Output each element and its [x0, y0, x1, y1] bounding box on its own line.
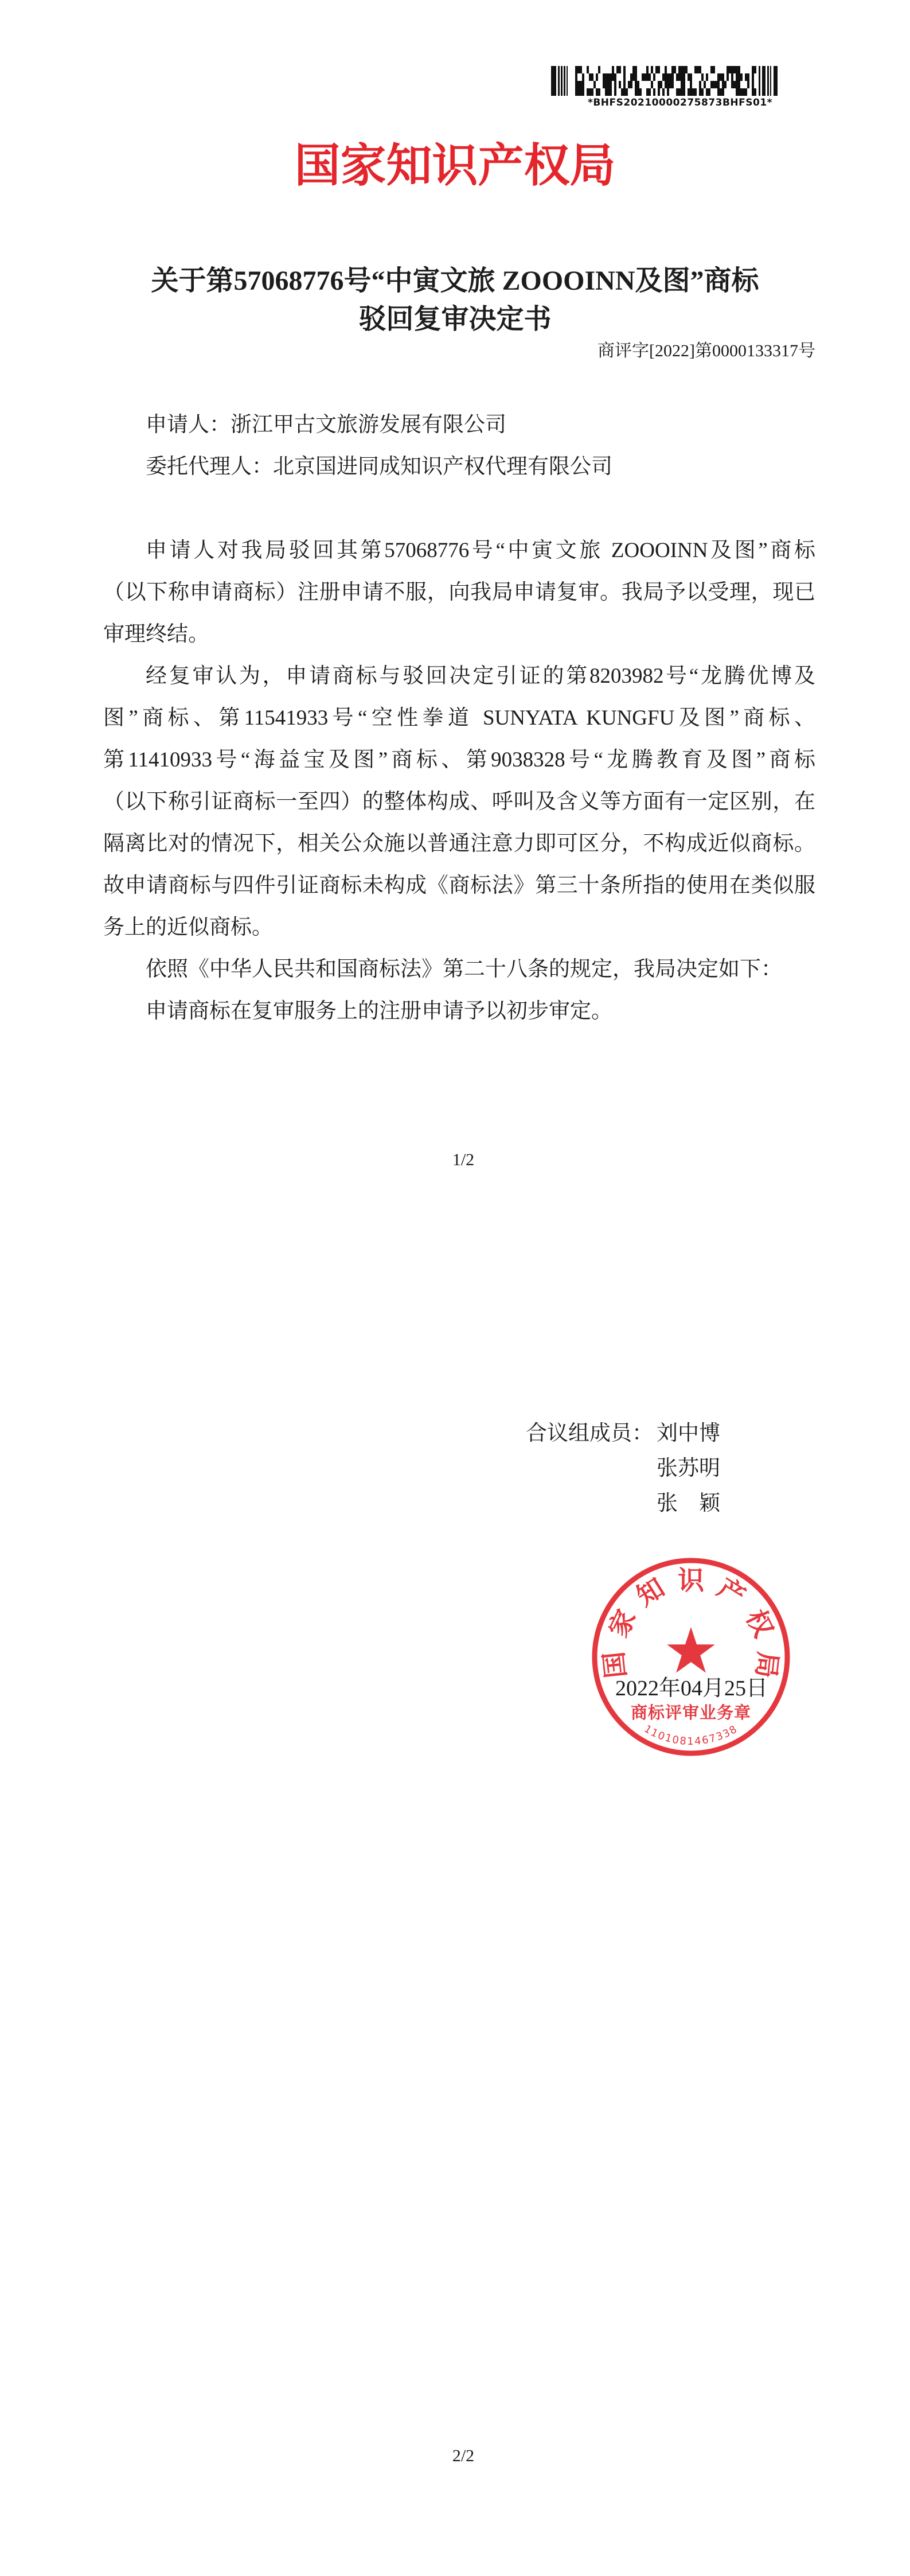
barcode-module — [665, 81, 667, 88]
barcode-module — [710, 81, 713, 88]
barcode-module — [607, 81, 610, 88]
barcode-module — [658, 66, 660, 73]
barcode-module — [612, 73, 614, 81]
barcode-module — [623, 88, 626, 96]
barcode-module — [607, 73, 610, 81]
paragraph-line: 第11410933号“海益宝及图”商标、第9038328号“龙腾教育及图”商标 — [103, 748, 815, 772]
paragraph-request — [103, 530, 815, 655]
barcode-module — [694, 88, 697, 96]
barcode-module — [729, 66, 731, 73]
barcode-module — [678, 73, 681, 81]
barcode-module — [593, 81, 596, 88]
seal-arc-char: 国 — [599, 1650, 631, 1680]
paragraph-line: 图”商标、第11541933号“空性拳道 SUNYATA KUNGFU及图”商标、 — [103, 706, 815, 730]
barcode-module — [669, 73, 671, 81]
seal-code — [642, 1723, 740, 1748]
barcode-module — [564, 66, 565, 96]
barcode-module — [644, 73, 646, 81]
barcode-module — [635, 81, 637, 88]
barcode-module — [685, 66, 688, 73]
barcode-module — [587, 66, 589, 73]
barcode-module — [667, 81, 669, 88]
barcode-module — [752, 66, 754, 73]
barcode-module — [591, 73, 593, 81]
barcode-module — [635, 88, 637, 96]
barcode-module — [671, 66, 674, 73]
paragraph-line: 故申请商标与四件引证商标未构成《商标法》第三十条所指的使用在类似服 — [103, 874, 815, 897]
barcode-module — [653, 88, 655, 96]
paragraph-review — [103, 655, 815, 948]
barcode-module — [653, 73, 655, 81]
barcode-module — [596, 73, 598, 81]
barcode-module — [678, 66, 681, 73]
barcode-module — [610, 81, 612, 88]
barcode-module — [623, 66, 626, 73]
barcode-module — [635, 73, 637, 81]
seal-arc-char: 权 — [740, 1605, 779, 1642]
barcode-module — [603, 73, 605, 81]
barcode-module — [639, 88, 642, 96]
barcode-module — [580, 81, 582, 88]
barcode-module — [710, 66, 713, 73]
barcode-module — [736, 88, 738, 96]
barcode-module — [745, 88, 747, 96]
barcode-module — [720, 88, 722, 96]
decision-date: 2022年04月25日 — [615, 1676, 768, 1701]
barcode-module — [731, 66, 733, 73]
barcode-module — [623, 73, 626, 81]
barcode-module — [745, 73, 747, 81]
barcode-module — [662, 73, 665, 81]
barcode-module — [619, 81, 621, 88]
barcode-module — [701, 73, 704, 81]
barcode-module — [697, 66, 699, 73]
barcode-module — [690, 73, 692, 81]
barcode-module — [724, 81, 727, 88]
barcode-module — [722, 88, 724, 96]
barcode-module — [575, 81, 577, 88]
barcode-module — [619, 66, 621, 73]
barcode-module — [667, 73, 669, 81]
barcode-module — [706, 73, 708, 81]
barcode-module — [614, 88, 616, 96]
barcode-module — [740, 73, 743, 81]
barcode-module — [738, 88, 740, 96]
seal-arc-char: 产 — [712, 1573, 751, 1612]
barcode-module — [623, 81, 626, 88]
barcode-module — [558, 66, 560, 96]
barcode-module — [589, 88, 591, 96]
official-seal — [588, 1554, 794, 1760]
barcode-module — [660, 81, 662, 88]
barcode-module — [683, 66, 685, 73]
barcode-module — [752, 88, 754, 96]
barcode-module — [646, 66, 649, 73]
barcode-module — [575, 88, 577, 96]
paragraph-line: （以下称申请商标）注册申请不服，向我局申请复审。我局予以受理，现已 — [103, 581, 815, 604]
barcode-module — [699, 88, 701, 96]
barcode-module — [699, 81, 701, 88]
reference-number: 商评字[2022]第0000133317号 — [597, 341, 815, 360]
paragraph-line: 经复审认为，申请商标与驳回决定引证的第8203982号“龙腾优博及 — [146, 664, 815, 688]
barcode-module — [637, 81, 639, 88]
paragraph-line: 申请商标在复审服务上的注册申请予以初步审定。 — [146, 999, 612, 1023]
barcode-module — [632, 73, 635, 81]
barcode-module — [605, 81, 607, 88]
applicant-label: 申请人： — [146, 413, 231, 437]
barcode-module — [649, 73, 651, 81]
barcode-module — [651, 66, 653, 73]
barcode-module — [667, 88, 669, 96]
barcode-module — [658, 81, 660, 88]
barcode-module — [738, 73, 740, 81]
paragraph-line: 申请人对我局驳回其第57068776号“中寅文旅 ZOOOINN及图”商标 — [146, 539, 815, 562]
barcode-module — [727, 73, 729, 81]
barcode-module — [632, 66, 635, 73]
paragraph-decision — [103, 990, 815, 1032]
barcode-module — [612, 66, 614, 73]
barcode-module — [614, 73, 616, 81]
paragraph-line: 隔离比对的情况下，相关公众施以普通注意力即可区分，不构成近似商标。 — [103, 832, 815, 855]
barcode-module — [665, 73, 667, 81]
agent-name: 北京国进同成知识产权代理有限公司 — [273, 455, 612, 478]
barcode-module — [575, 73, 577, 81]
barcode-module — [692, 88, 694, 96]
panel-label: 合议组成员： — [526, 1422, 653, 1445]
barcode-module — [577, 81, 580, 88]
panel-member: 张 颖 — [657, 1492, 720, 1515]
barcode-module — [683, 88, 685, 96]
barcode-module — [551, 66, 556, 96]
seal-arc-char: 识 — [678, 1566, 704, 1596]
barcode-module — [759, 66, 760, 96]
barcode-module — [671, 73, 674, 81]
barcode-module — [713, 81, 715, 88]
barcode-module — [646, 73, 649, 81]
seal-arc-char: 家 — [603, 1605, 642, 1642]
barcode-module — [582, 88, 584, 96]
barcode-module — [577, 66, 580, 73]
page-number-2: 2/2 — [452, 2446, 475, 2465]
barcode-module — [681, 73, 683, 81]
paragraph-legal-basis — [103, 948, 815, 990]
barcode-module — [607, 88, 610, 96]
barcode-module — [740, 88, 743, 96]
barcode-module — [736, 66, 738, 73]
barcode-module — [671, 81, 674, 88]
barcode-module — [575, 66, 577, 73]
barcode-module — [635, 66, 637, 73]
barcode-module — [731, 73, 733, 81]
barcode-module — [762, 66, 766, 96]
barcode-module — [655, 66, 658, 73]
barcode-module — [561, 66, 563, 96]
barcode-module — [743, 88, 745, 96]
barcode-module — [747, 81, 749, 88]
agent-label: 委托代理人： — [146, 455, 273, 478]
barcode-module — [674, 66, 676, 73]
barcode-module — [747, 73, 749, 81]
barcode-module — [658, 88, 660, 96]
barcode-module — [596, 88, 598, 96]
barcode-module — [582, 81, 584, 88]
barcode-module — [598, 66, 600, 73]
barcode-module — [598, 88, 600, 96]
seal-arc-char: 局 — [751, 1650, 783, 1680]
barcode-module — [591, 88, 593, 96]
decision-title-line-2: 驳回复审决定书 — [358, 304, 552, 334]
seal-arc-char: 知 — [631, 1573, 670, 1612]
barcode-module — [717, 88, 720, 96]
paragraph-line: （以下称引证商标一至四）的整体构成、呼叫及含义等方面有一定区别，在 — [103, 790, 815, 814]
barcode-module — [713, 66, 715, 73]
barcode-module — [646, 88, 649, 96]
barcode-module — [774, 66, 778, 96]
barcode-module — [589, 73, 591, 81]
barcode-module — [767, 66, 769, 96]
barcode-module — [715, 81, 717, 88]
barcode-module — [683, 73, 685, 81]
issuer-name: 国家知识产权局 — [294, 140, 616, 191]
barcode-module — [642, 73, 644, 81]
barcode-module — [665, 66, 667, 73]
barcode-module — [683, 81, 685, 88]
barcode-module — [567, 66, 568, 96]
barcode-text: *BHFS20210000275873BHFS01* — [587, 97, 773, 108]
barcode-module — [701, 88, 704, 96]
barcode-module — [754, 88, 756, 96]
page-number-1: 1/2 — [452, 1150, 475, 1169]
barcode-module — [731, 81, 733, 88]
barcode-module — [616, 66, 619, 73]
section-gap — [103, 488, 815, 530]
barcode-module — [706, 88, 708, 96]
barcode-module — [681, 88, 683, 96]
barcode-module — [738, 66, 740, 73]
barcode-module — [577, 88, 580, 96]
barcode-module — [669, 81, 671, 88]
barcode-module — [582, 73, 584, 81]
barcode-module — [580, 66, 582, 73]
barcode-module — [651, 81, 653, 88]
barcode-module — [699, 66, 701, 73]
barcode-module — [621, 88, 623, 96]
barcode-module — [708, 88, 710, 96]
applicant-name: 浙江甲古文旅游发展有限公司 — [231, 413, 506, 437]
barcode-module — [752, 73, 754, 81]
barcode — [551, 66, 778, 96]
agent-line — [103, 446, 815, 488]
barcode-module — [603, 81, 605, 88]
barcode-module — [720, 73, 722, 81]
barcode-module — [580, 88, 582, 96]
barcode-module — [630, 73, 632, 81]
decision-title-line-1: 关于第57068776号“中寅文旅 ZOOOINN及图”商标 — [151, 266, 759, 296]
barcode-module — [626, 88, 628, 96]
barcode-module — [690, 88, 692, 96]
paragraph-line: 审理终结。 — [103, 622, 209, 646]
barcode-module — [681, 81, 683, 88]
barcode-module — [630, 81, 632, 88]
barcode-module — [704, 81, 706, 88]
barcode-module — [614, 81, 616, 88]
barcode-module — [727, 66, 729, 73]
barcode-module — [662, 88, 665, 96]
barcode-module — [738, 81, 740, 88]
barcode-module — [637, 88, 639, 96]
barcode-module — [717, 73, 720, 81]
paragraph-line: 务上的近似商标。 — [103, 916, 273, 939]
barcode-module — [754, 66, 756, 73]
barcode-module — [722, 81, 724, 88]
barcode-module — [722, 73, 724, 81]
barcode-module — [694, 66, 697, 73]
applicant-line — [103, 404, 815, 446]
seal-center-text: 商标评审业务章 — [630, 1704, 752, 1722]
barcode-module — [733, 66, 736, 73]
barcode-module — [628, 81, 630, 88]
barcode-module — [605, 88, 607, 96]
barcode-module — [610, 88, 612, 96]
document-body — [103, 404, 815, 1032]
barcode-module — [605, 73, 607, 81]
barcode-module — [688, 88, 690, 96]
seal-code-path: 1101081467338 — [642, 1722, 740, 1748]
barcode-module — [676, 88, 678, 96]
barcode-module — [649, 88, 651, 96]
star-icon — [667, 1627, 715, 1673]
paragraph-line: 依照《中华人民共和国商标法》第二十八条的规定，我局决定如下： — [146, 958, 782, 981]
barcode-module — [587, 88, 589, 96]
barcode-module — [736, 73, 738, 81]
barcode-module — [770, 66, 771, 96]
barcode-module — [736, 81, 738, 88]
barcode-module — [678, 88, 681, 96]
panel-member: 张苏明 — [657, 1457, 720, 1480]
barcode-module — [690, 81, 692, 88]
barcode-module — [681, 66, 683, 73]
barcode-module — [688, 73, 690, 81]
barcode-module — [676, 73, 678, 81]
barcode-module — [733, 81, 736, 88]
barcode-module — [717, 81, 720, 88]
barcode-module — [610, 73, 612, 81]
barcode-module — [752, 81, 754, 88]
panel-member: 刘中博 — [657, 1422, 720, 1445]
